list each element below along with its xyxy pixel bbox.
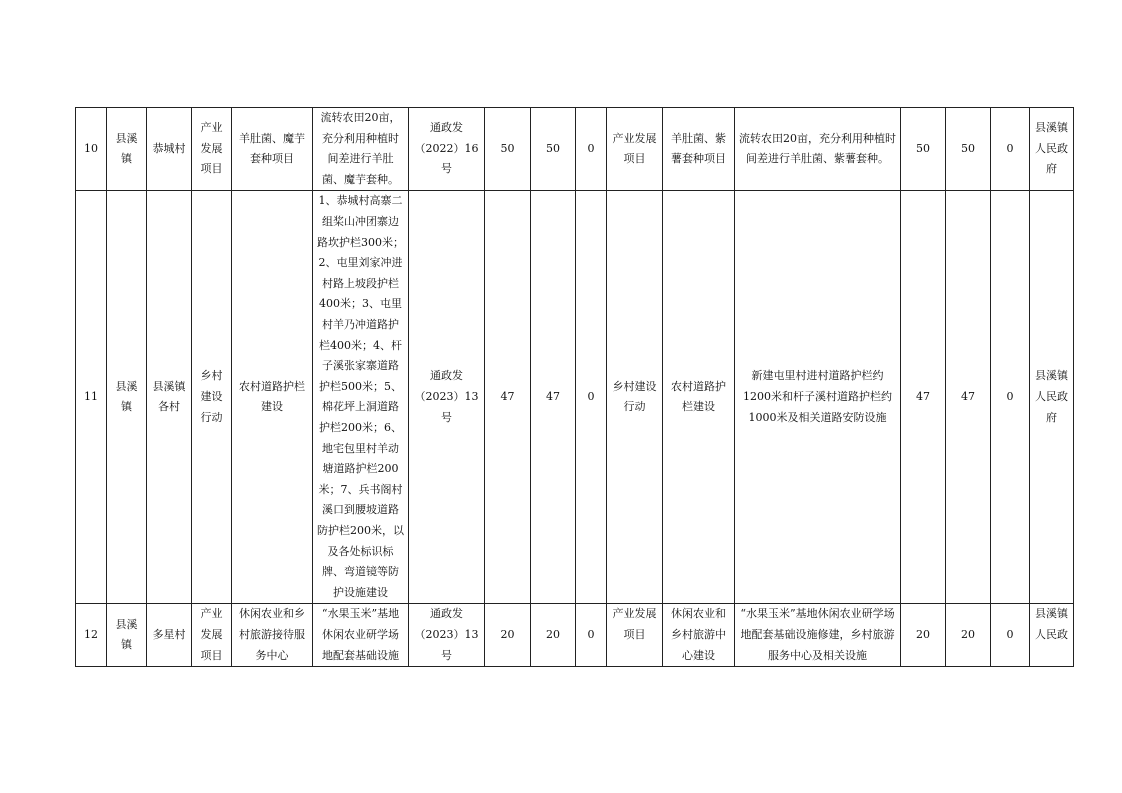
amount-cell: 20 bbox=[531, 604, 576, 667]
adjusted-content-cell: “水果玉米”基地休闲农业研学场地配套基础设施修建，乡村旅游服务中心及相关设施 bbox=[735, 604, 901, 667]
adjusted-content-cell: 新建屯里村进村道路护栏约1200米和杆子溪村道路护栏约1000米及相关道路安防设施 bbox=[735, 191, 901, 604]
row-number: 11 bbox=[76, 191, 107, 604]
adjusted-amount-cell: 47 bbox=[946, 191, 991, 604]
row-number: 10 bbox=[76, 108, 107, 191]
town-cell: 县溪镇 bbox=[107, 108, 147, 191]
village-cell: 恭城村 bbox=[147, 108, 192, 191]
amount-cell: 0 bbox=[576, 604, 607, 667]
adjusted-category-cell: 乡村建设行动 bbox=[607, 191, 663, 604]
table-row bbox=[76, 604, 1074, 667]
adjusted-amount-cell: 0 bbox=[991, 604, 1030, 667]
project-cell: 休闲农业和乡村旅游接待服务中心 bbox=[232, 604, 313, 667]
adjusted-amount-cell: 0 bbox=[991, 108, 1030, 191]
adjusted-amount-cell: 47 bbox=[901, 191, 946, 604]
content-cell: “水果玉米”基地休闲农业研学场地配套基础设施 bbox=[313, 604, 409, 667]
village-cell: 县溪镇各村 bbox=[147, 191, 192, 604]
amount-cell: 20 bbox=[485, 604, 531, 667]
adjusted-amount-cell: 0 bbox=[991, 191, 1030, 604]
amount-cell: 0 bbox=[576, 191, 607, 604]
project-cell: 羊肚菌、魔芋套种项目 bbox=[232, 108, 313, 191]
responsible-unit-cell: 县溪镇人民政府 bbox=[1030, 108, 1074, 191]
amount-cell: 0 bbox=[576, 108, 607, 191]
adjusted-amount-cell: 50 bbox=[901, 108, 946, 191]
responsible-unit-cell: 县溪镇人民政 bbox=[1030, 604, 1074, 667]
project-table bbox=[75, 107, 1074, 667]
content-cell: 流转农田20亩，充分利用种植时间差进行羊肚菌、魔芋套种。 bbox=[313, 108, 409, 191]
category-cell: 产业发展项目 bbox=[192, 604, 232, 667]
row-number: 12 bbox=[76, 604, 107, 667]
adjusted-content-cell: 流转农田20亩，充分利用种植时间差进行羊肚菌、紫薯套种。 bbox=[735, 108, 901, 191]
adjusted-category-cell: 产业发展项目 bbox=[607, 108, 663, 191]
document-cell: 通政发（2022）16号 bbox=[409, 108, 485, 191]
adjusted-amount-cell: 20 bbox=[901, 604, 946, 667]
village-cell: 多星村 bbox=[147, 604, 192, 667]
table-row bbox=[76, 108, 1074, 191]
adjusted-amount-cell: 50 bbox=[946, 108, 991, 191]
content-cell: 1、恭城村高寨二组桨山冲团寨边路坎护栏300米；2、屯里刘家冲进村路上坡段护栏400米；3、屯里村羊乃冲道路护栏400米；4、杆子溪张家寨道路护栏500米；5、棉花坪上洞道路护栏200米；6、地宅包里村羊动塘道路护栏200米；7、兵书阁村溪口到腰坡道路防护栏200米，以及各处标识标牌、弯道镜等防护设施建设 bbox=[313, 191, 409, 604]
amount-cell: 47 bbox=[485, 191, 531, 604]
town-cell: 县溪镇 bbox=[107, 604, 147, 667]
adjusted-project-cell: 羊肚菌、紫薯套种项目 bbox=[663, 108, 735, 191]
town-cell: 县溪镇 bbox=[107, 191, 147, 604]
adjusted-project-cell: 休闲农业和乡村旅游中心建设 bbox=[663, 604, 735, 667]
amount-cell: 50 bbox=[485, 108, 531, 191]
responsible-unit-cell: 县溪镇人民政府 bbox=[1030, 191, 1074, 604]
adjusted-category-cell: 产业发展项目 bbox=[607, 604, 663, 667]
project-cell: 农村道路护栏建设 bbox=[232, 191, 313, 604]
document-cell: 通政发（2023）13号 bbox=[409, 604, 485, 667]
amount-cell: 50 bbox=[531, 108, 576, 191]
category-cell: 产业发展项目 bbox=[192, 108, 232, 191]
category-cell: 乡村建设行动 bbox=[192, 191, 232, 604]
adjusted-project-cell: 农村道路护栏建设 bbox=[663, 191, 735, 604]
table-row bbox=[76, 191, 1074, 604]
amount-cell: 47 bbox=[531, 191, 576, 604]
adjusted-amount-cell: 20 bbox=[946, 604, 991, 667]
document-cell: 通政发（2023）13号 bbox=[409, 191, 485, 604]
